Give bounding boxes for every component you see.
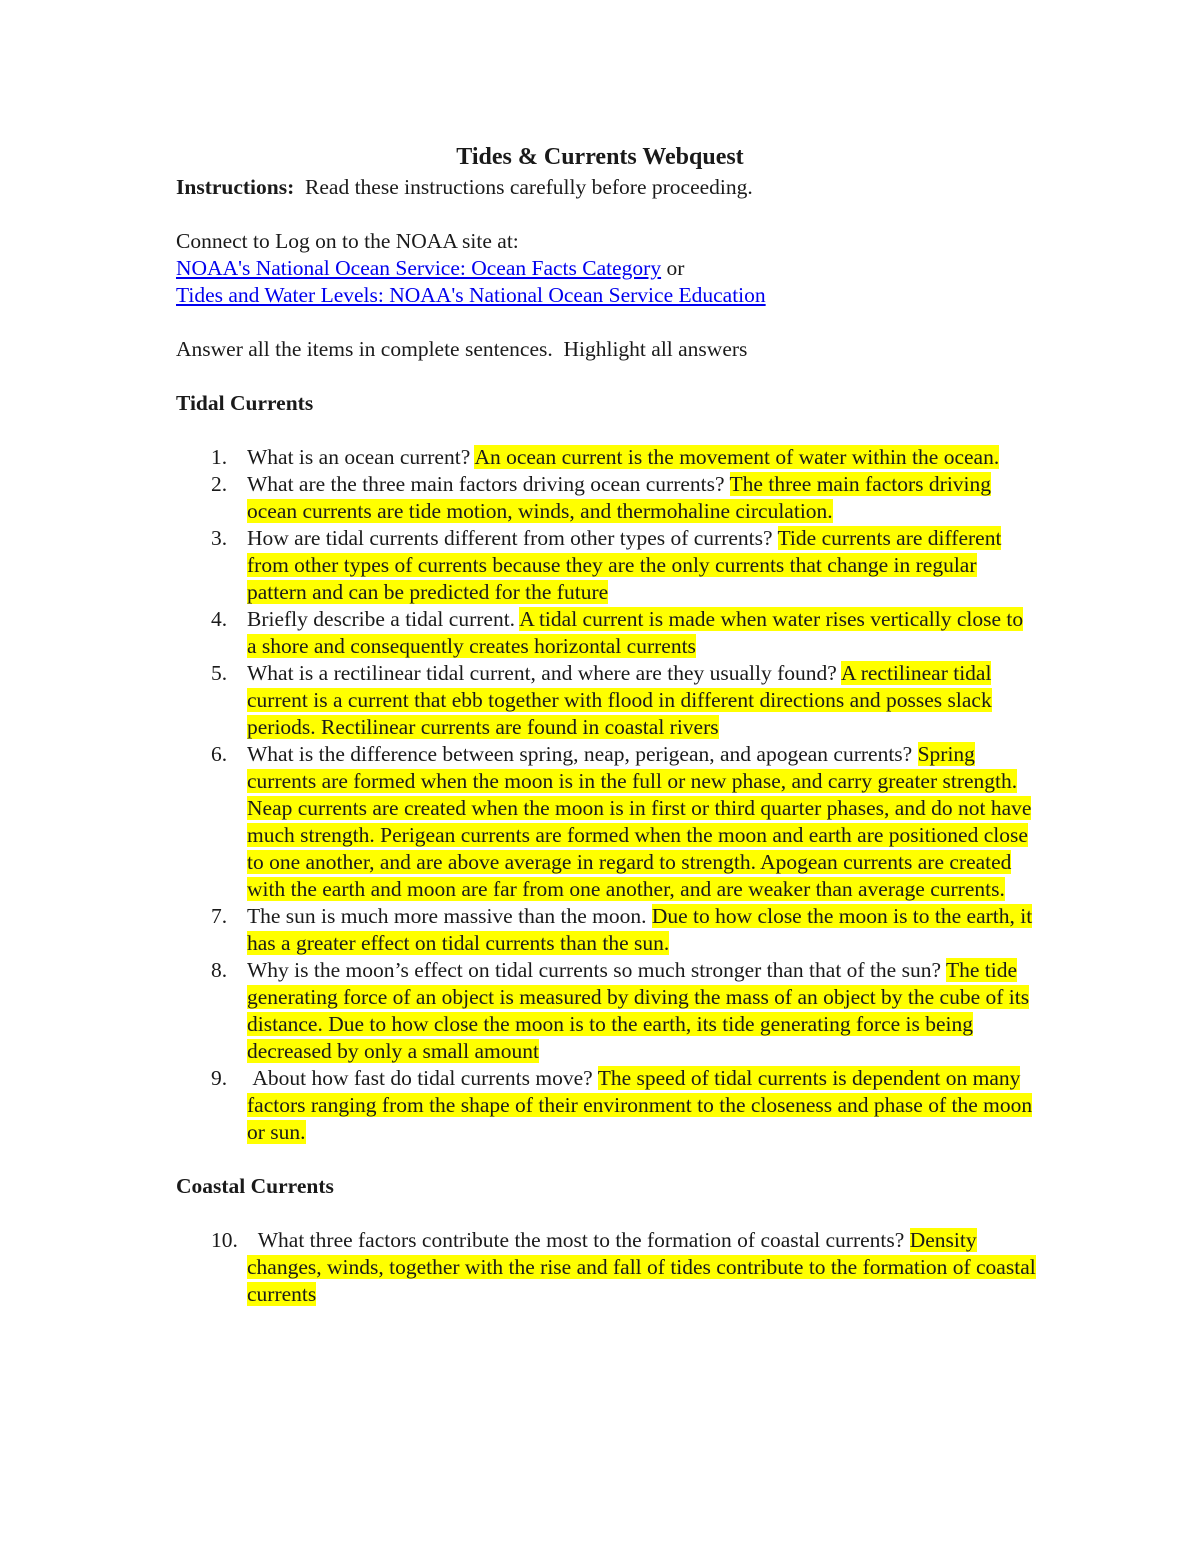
question-number: 4. <box>211 607 228 631</box>
coastal-currents-question-list <box>176 1227 1036 1308</box>
answer-highlight: The three main factors driving ocean currents are tide motion, winds, and thermohaline circulation. <box>247 472 992 523</box>
list-item <box>176 444 1036 471</box>
list-item <box>176 1065 1036 1146</box>
question-text: The sun is much more massive than the moon. <box>247 904 652 928</box>
answer-highlight: The tide generating force of an object is measured by diving the mass of an object by the cube of its distance. Due to how close the moon is to the earth, its tide generating force is being decreased by only a small amount <box>247 958 1030 1063</box>
question-text: What are the three main factors driving ocean currents? <box>247 472 730 496</box>
question-number: 8. <box>211 958 228 982</box>
link1-suffix: or <box>661 256 685 280</box>
answer-instructions: Answer all the items in complete sentences. Highlight all answers <box>176 337 748 361</box>
list-item <box>176 660 1036 741</box>
spacer <box>176 309 1036 336</box>
question-text: Briefly describe a tidal current. <box>247 607 520 631</box>
list-item <box>176 903 1036 957</box>
question-text: What three factors contribute the most to the formation of coastal currents? <box>247 1228 910 1252</box>
instructions-label: Instructions: <box>176 175 295 199</box>
document-title: Tides & Currents Webquest <box>456 144 744 170</box>
instructions-text: Read these instructions carefully before proceeding. <box>294 175 753 199</box>
connect-text: Connect to Log on to the NOAA site at: <box>176 229 519 253</box>
spacer <box>176 1200 1036 1227</box>
question-text: How are tidal currents different from other types of currents? <box>247 526 778 550</box>
question-number: 9. <box>211 1066 228 1090</box>
question-text: What is the difference between spring, neap, perigean, and apogean currents? <box>247 742 918 766</box>
tidal-currents-question-list <box>176 444 1036 1146</box>
link-tides-water-levels[interactable]: Tides and Water Levels: NOAA's National Ocean Service Education <box>176 283 766 307</box>
answer-highlight: A rectilinear tidal current is a current that ebb together with flood in different directions and posses slack periods. Rectilinear currents are found in coastal rivers <box>247 661 992 739</box>
spacer <box>176 201 1036 228</box>
question-number: 7. <box>211 904 228 928</box>
answer-highlight: Due to how close the moon is to the earth, it has a greater effect on tidal currents than the sun. <box>247 904 1033 955</box>
question-number: 1. <box>211 445 228 469</box>
question-number: 10. <box>211 1228 238 1252</box>
question-text: Why is the moon’s effect on tidal currents so much stronger than that of the sun? <box>247 958 946 982</box>
question-text: What is an ocean current? <box>247 445 475 469</box>
list-item <box>176 741 1036 903</box>
question-number: 3. <box>211 526 228 550</box>
list-item <box>176 471 1036 525</box>
list-item <box>176 957 1036 1065</box>
instructions-line <box>176 174 1036 201</box>
list-item <box>176 606 1036 660</box>
question-number: 5. <box>211 661 228 685</box>
answer-highlight: An ocean current is the movement of water within the ocean. <box>474 445 1000 469</box>
answer-highlight: A tidal current is made when water rises vertically close to a shore and consequently creates horizontal currents <box>247 607 1024 658</box>
answer-highlight: Spring currents are formed when the moon is in the full or new phase, and carry greater strength. Neap currents are created when the moon is in first or third quarter phases, and do not have much strength. Perigean currents are formed when the moon and earth are positioned close to one another, and are above average in regard to strength. Apogean currents are created with the earth and moon are far from one another, and are weaker than average currents. <box>247 742 1032 901</box>
question-text: About how fast do tidal currents move? <box>247 1066 598 1090</box>
section-heading-tidal-currents: Tidal Currents <box>176 391 314 415</box>
spacer <box>176 363 1036 390</box>
list-item <box>176 1227 1036 1308</box>
link-ocean-facts[interactable]: NOAA's National Ocean Service: Ocean Facts Category <box>176 256 662 280</box>
question-number: 6. <box>211 742 228 766</box>
answer-highlight: The speed of tidal currents is dependent on many factors ranging from the shape of their environment to the closeness and phase of the moon or sun. <box>247 1066 1033 1144</box>
question-number: 2. <box>211 472 228 496</box>
link1-line <box>176 255 1036 282</box>
answer-highlight: Density changes, winds, together with the rise and fall of tides contribute to the formation of coastal currents <box>247 1228 1036 1306</box>
link2-line <box>176 282 1036 309</box>
question-text: What is a rectilinear tidal current, and where are they usually found? <box>247 661 841 685</box>
spacer <box>176 1146 1036 1173</box>
list-item <box>176 525 1036 606</box>
section-heading-coastal-currents: Coastal Currents <box>176 1174 334 1198</box>
answer-highlight: Tide currents are different from other types of currents because they are the only currents that change in regular pattern and can be predicted for the future <box>247 526 1002 604</box>
spacer <box>176 417 1036 444</box>
document-body <box>176 140 1036 1308</box>
